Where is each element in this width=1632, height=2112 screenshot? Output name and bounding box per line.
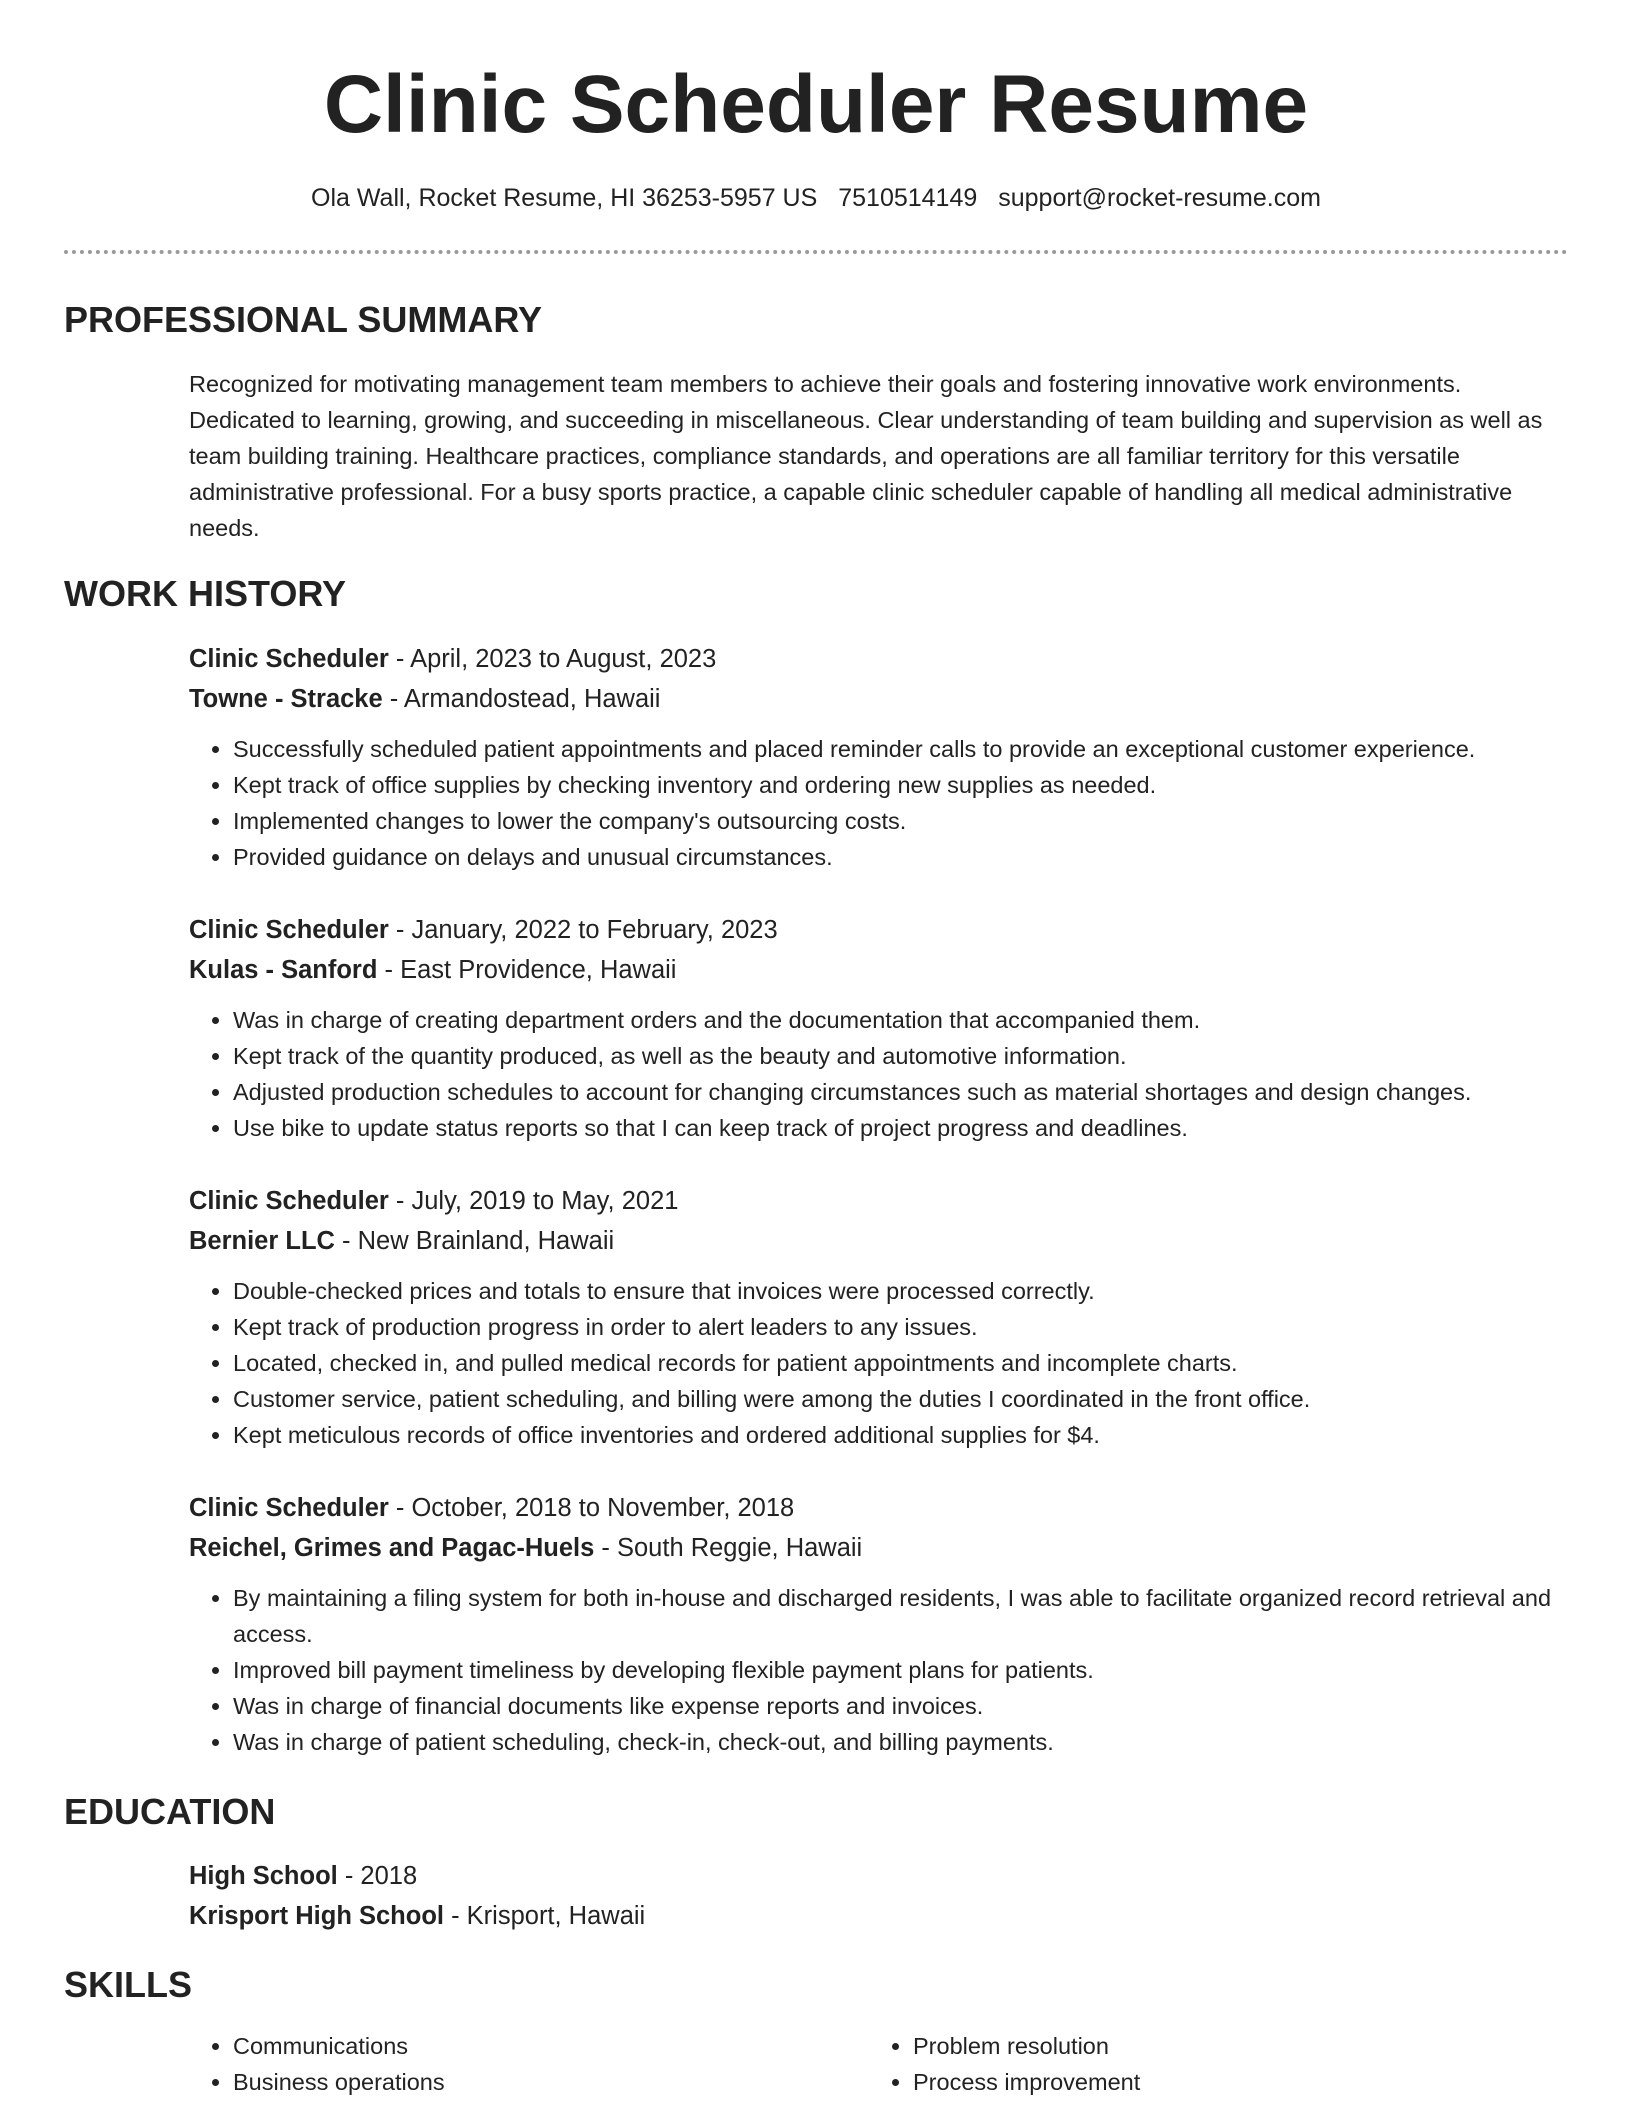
education-degree-line [189,1856,1489,1896]
section-title-skills: SKILLS [64,1964,193,2005]
skills-list [189,2028,1549,2100]
skill-item: • Problem resolution [913,2028,1549,2064]
job-bullet: • By maintaining a filing system for both in-house and discharged residents, I was able to facilitate organized record retrieval and access. [233,1580,1573,1652]
job-dates: - April, 2023 to August, 2023 [388,645,717,673]
skill-item: • Process improvement [913,2064,1549,2100]
skills-column-right [869,2028,1549,2100]
contact-line [0,182,1632,214]
job-bullet: • Was in charge of financial documents like expense reports and invoices. [233,1688,1573,1724]
job-location: - East Providence, Hawaii [377,956,677,984]
job-bullets [189,731,1589,875]
contact-address: Ola Wall, Rocket Resume, HI 36253-5957 US [311,184,818,212]
job-company: Reichel, Grimes and Pagac-Huels [189,1534,595,1562]
skill-item: • Business operations [233,2064,869,2100]
skill-item: • Communications [233,2028,869,2064]
job-bullet: • Customer service, patient scheduling, and billing were among the duties I coordinated in the front office. [233,1381,1589,1417]
job-company: Kulas - Sanford [189,956,378,984]
job-bullet: • Adjusted production schedules to account for changing circumstances such as material shortages and design changes. [233,1074,1589,1110]
summary-text: Recognized for motivating management team members to achieve their goals and fostering innovative work environments. Dedicated to learning, growing, and succeeding in miscellaneous. Clear understanding of team building and supervision as well as team building training. Healthcare practices, compliance standards, and operations are all familiar territory for this versatile administrative professional. For a busy sports practice, a capable clinic scheduler capable of handling all medical administrative needs. [189,371,1543,541]
job-dates: - October, 2018 to November, 2018 [388,1494,795,1522]
job-company: Towne - Stracke [189,685,383,713]
job-company-line [189,1528,1589,1568]
job-company: Bernier LLC [189,1227,335,1255]
job-bullet: • Improved bill payment timeliness by developing flexible payment plans for patients. [233,1652,1573,1688]
education-school: Krisport High School [189,1902,444,1930]
job-bullet: • Was in charge of creating department orders and the documentation that accompanied them. [233,1002,1589,1038]
section-title-education: EDUCATION [64,1791,276,1832]
job-title-line [189,639,1589,679]
section-title-summary: PROFESSIONAL SUMMARY [64,299,543,340]
job-bullet: • Kept track of office supplies by checking inventory and ordering new supplies as needed. [233,767,1589,803]
job-bullet: • Successfully scheduled patient appointments and placed reminder calls to provide an exceptional customer experience. [233,731,1589,767]
job-title: Clinic Scheduler [189,645,389,673]
job-entry [189,1181,1589,1453]
job-title: Clinic Scheduler [189,1187,389,1215]
resume-title: Clinic Scheduler Resume [323,59,1309,150]
job-title: Clinic Scheduler [189,1494,389,1522]
job-dates: - January, 2022 to February, 2023 [388,916,778,944]
job-bullet: • Located, checked in, and pulled medical records for patient appointments and incomplete charts. [233,1345,1589,1381]
job-bullet: • Use bike to update status reports so that I can keep track of project progress and deadlines. [233,1110,1589,1146]
job-bullets [189,1273,1589,1453]
job-title-line [189,1181,1589,1221]
skills-column-left [189,2028,869,2100]
job-bullets [189,1002,1589,1146]
job-location: - Armandostead, Hawaii [382,685,661,713]
job-bullet: • Kept meticulous records of office inventories and ordered additional supplies for $4. [233,1417,1589,1453]
job-title: Clinic Scheduler [189,916,389,944]
education-school-line [189,1896,1489,1936]
job-company-line [189,1221,1589,1261]
job-company-line [189,679,1589,719]
section-title-work-history: WORK HISTORY [64,573,347,614]
job-bullet: • Provided guidance on delays and unusual circumstances. [233,839,1589,875]
job-entry [189,1488,1589,1760]
job-location: - New Brainland, Hawaii [334,1227,615,1255]
job-bullet: • Kept track of the quantity produced, as well as the beauty and automotive information. [233,1038,1589,1074]
job-dates: - July, 2019 to May, 2021 [388,1187,679,1215]
job-bullet: • Was in charge of patient scheduling, check-in, check-out, and billing payments. [233,1724,1573,1760]
education-location: - Krisport, Hawaii [444,1902,646,1930]
job-location: - South Reggie, Hawaii [594,1534,863,1562]
header-divider [64,250,1568,254]
job-title-line [189,1488,1589,1528]
job-bullets [189,1580,1573,1760]
contact-email: support@rocket-resume.com [998,184,1321,212]
contact-phone: 7510514149 [838,184,978,212]
job-bullet: • Kept track of production progress in order to alert leaders to any issues. [233,1309,1589,1345]
education-entry [189,1856,1489,1936]
job-bullet: • Implemented changes to lower the company's outsourcing costs. [233,803,1589,839]
job-entry [189,639,1589,875]
job-company-line [189,950,1589,990]
education-degree: High School [189,1862,338,1890]
job-entry [189,910,1589,1146]
job-bullet: • Double-checked prices and totals to ensure that invoices were processed correctly. [233,1273,1589,1309]
job-title-line [189,910,1589,950]
education-year: - 2018 [337,1862,418,1890]
